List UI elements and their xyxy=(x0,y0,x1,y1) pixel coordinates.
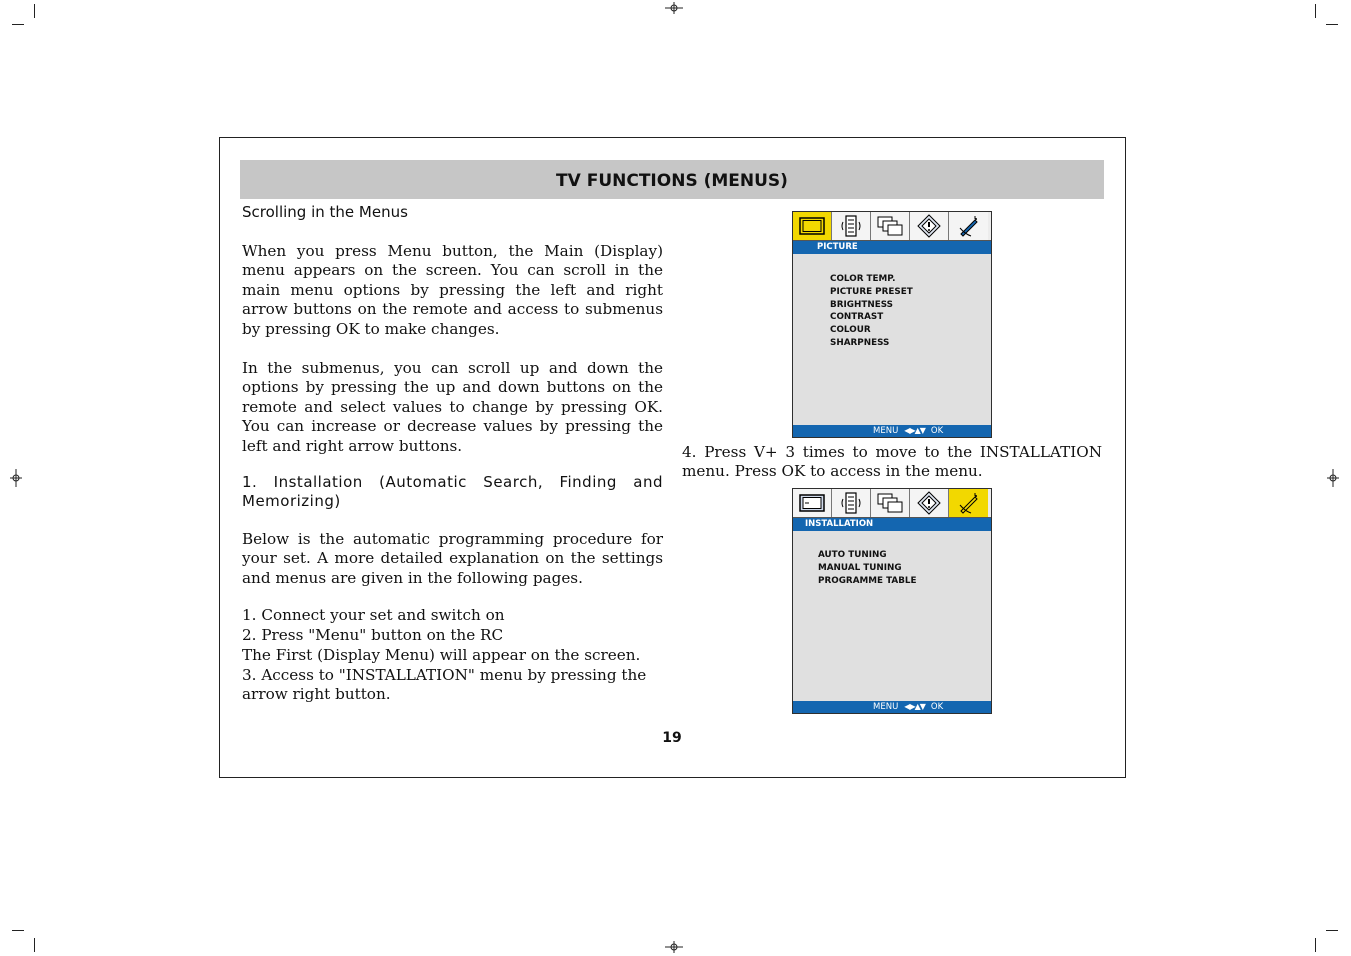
registration-mark-icon xyxy=(665,938,683,956)
osd-footer-ok: OK xyxy=(930,426,944,436)
crop-mark xyxy=(1315,4,1316,18)
picture-icon xyxy=(793,212,832,240)
paragraph-step4: 4. Press V+ 3 times to move to the INSTALLATION menu. Press OK to access in the menu. xyxy=(682,443,1102,480)
osd-menu-picture xyxy=(792,211,992,438)
osd-tab-label: INSTALLATION xyxy=(793,518,991,531)
crop-mark xyxy=(34,4,35,18)
picture-icon xyxy=(793,489,832,517)
crop-mark xyxy=(12,930,24,931)
page-title: TV FUNCTIONS (MENUS) xyxy=(240,160,1104,199)
osd-menu-item[interactable]: PICTURE PRESET xyxy=(830,286,913,297)
osd-menu-item[interactable]: AUTO TUNING xyxy=(818,550,887,560)
settings-icon xyxy=(910,489,949,517)
paragraph-menu-intro: When you press Menu button, the Main (Display) menu appears on the screen. You can scroll in the main menu options by pressing the left and right arrow buttons on the remote and access to submenus by pressing OK to make changes. xyxy=(242,242,663,338)
paragraph-submenus: In the submenus, you can scroll up and down the options by pressing the up and down buttons on the remote and select values to change by pressing OK. You can increase or decrease values by pressing the left and right arrow buttons. xyxy=(242,359,663,455)
section-heading-installation: 1. Installation (Automatic Search, Finding and Memorizing) xyxy=(242,473,663,511)
osd-menu-installation xyxy=(792,488,992,714)
osd-menu-item[interactable]: CONTRAST xyxy=(830,312,884,323)
crop-mark xyxy=(1315,938,1316,952)
osd-footer-menu: MENU xyxy=(873,426,899,436)
osd-footer xyxy=(793,701,991,713)
installation-icon xyxy=(949,489,988,517)
osd-item-list xyxy=(818,549,917,587)
step-line: 1. Connect your set and switch on xyxy=(242,606,505,624)
registration-mark-icon xyxy=(665,0,683,18)
step-line: 2. Press "Menu" button on the RC xyxy=(242,626,504,644)
osd-tab-label: PICTURE xyxy=(793,241,991,254)
osd-footer-ok: OK xyxy=(930,702,944,712)
osd-icon-bar xyxy=(793,212,991,241)
registration-mark-icon xyxy=(7,469,25,487)
osd-menu-item[interactable]: COLOR TEMP. xyxy=(830,274,896,284)
registration-mark-icon xyxy=(1324,469,1342,487)
osd-footer-menu: MENU xyxy=(873,702,899,712)
features-icon xyxy=(871,489,910,517)
arrow-keys-icon: ◀▶▲▼ xyxy=(904,426,925,435)
paragraph-procedure: Below is the automatic programming procedure for your set. A more detailed explanation on the settings and menus are given in the following pages. xyxy=(242,530,663,587)
settings-icon xyxy=(910,212,949,240)
osd-footer xyxy=(793,425,991,437)
osd-menu-item[interactable]: PROGRAMME TABLE xyxy=(818,575,917,586)
features-icon xyxy=(871,212,910,240)
section-heading-scrolling: Scrolling in the Menus xyxy=(242,203,408,221)
crop-mark xyxy=(12,24,24,25)
osd-menu-item[interactable]: MANUAL TUNING xyxy=(818,562,902,573)
osd-menu-item[interactable]: SHARPNESS xyxy=(830,337,890,348)
crop-mark xyxy=(1326,24,1338,25)
osd-icon-bar xyxy=(793,489,991,518)
step-line: The First (Display Menu) will appear on the screen. xyxy=(242,646,641,664)
osd-menu-item[interactable]: COLOUR xyxy=(830,325,871,336)
arrow-keys-icon: ◀▶▲▼ xyxy=(904,702,925,711)
step-line: 3. Access to "INSTALLATION" menu by pressing the xyxy=(242,666,647,684)
crop-mark xyxy=(34,938,35,952)
crop-mark xyxy=(1326,930,1338,931)
page-number: 19 xyxy=(662,730,682,746)
osd-menu-item[interactable]: BRIGHTNESS xyxy=(830,299,893,310)
installation-icon xyxy=(949,212,988,240)
osd-item-list xyxy=(830,273,913,350)
sound-icon xyxy=(832,212,871,240)
step-line: arrow right button. xyxy=(242,685,391,703)
sound-icon xyxy=(832,489,871,517)
